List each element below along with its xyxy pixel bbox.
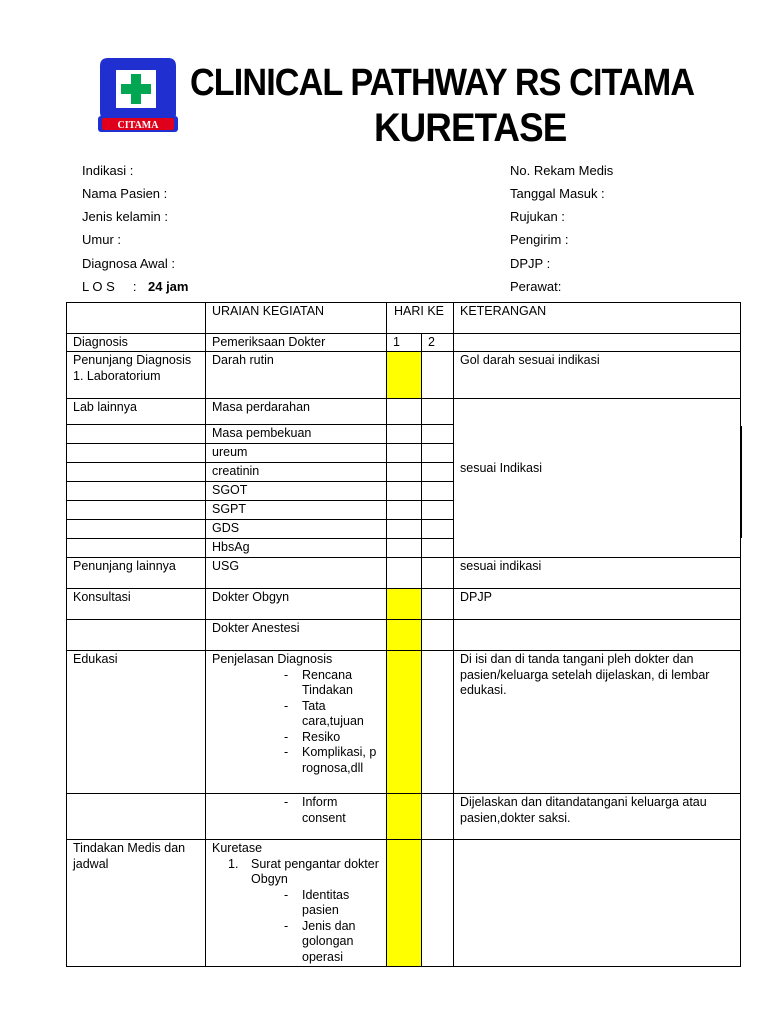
- row-note: sesuai indikasi: [454, 558, 741, 589]
- jenis-kelamin-label: Jenis kelamin :: [82, 209, 168, 224]
- day-1-check-cell[interactable]: [387, 794, 422, 840]
- day-1-check-cell[interactable]: [387, 444, 422, 463]
- row-category: [67, 425, 206, 444]
- row-category: Penunjang lainnya: [67, 558, 206, 589]
- indikasi-label: Indikasi :: [82, 163, 134, 178]
- day-1-check-cell[interactable]: [387, 425, 422, 444]
- los-label: L O S :: [82, 279, 137, 294]
- day-2-label: 2: [422, 334, 454, 352]
- row-category: [67, 620, 206, 651]
- row-activity: SGOT: [206, 482, 387, 501]
- day-2-check-cell[interactable]: [422, 520, 454, 539]
- logo-text: CITAMA: [117, 120, 159, 131]
- table-header-row: [67, 303, 741, 334]
- day-2-check-cell[interactable]: [422, 651, 454, 794]
- row-activity: GDS: [206, 520, 387, 539]
- day-1-check-cell[interactable]: [387, 620, 422, 651]
- day-1-check-cell[interactable]: [387, 589, 422, 620]
- row-note: [454, 840, 741, 967]
- row-activity: SGPT: [206, 501, 387, 520]
- header-keterangan: KETERANGAN: [454, 303, 741, 334]
- row-category: Diagnosis: [67, 334, 206, 352]
- day-2-check-cell[interactable]: [422, 794, 454, 840]
- row-activity: Pemeriksaan Dokter: [206, 334, 387, 352]
- day-1-check-cell[interactable]: [387, 482, 422, 501]
- inform-list: [212, 795, 380, 826]
- row-activity: Dokter Anestesi: [206, 620, 387, 651]
- nama-pasien-label: Nama Pasien :: [82, 186, 168, 201]
- day-2-check-cell[interactable]: [422, 620, 454, 651]
- table-row: [67, 589, 741, 620]
- row-activity: Darah rutin: [206, 352, 387, 399]
- page-subtitle: KURETASE: [374, 106, 567, 150]
- pengirim-label: Pengirim :: [510, 232, 569, 247]
- day-2-check-cell[interactable]: [422, 444, 454, 463]
- day-2-check-cell[interactable]: [422, 482, 454, 501]
- pathway-table: [66, 302, 741, 967]
- table-row: [67, 334, 741, 352]
- table-row: [67, 352, 741, 399]
- tanggal-masuk-label: Tanggal Masuk :: [510, 186, 605, 201]
- table-row: [67, 558, 741, 589]
- row-activity: creatinin: [206, 463, 387, 482]
- row-activity: Masa pembekuan: [206, 425, 387, 444]
- table-row: [67, 399, 741, 425]
- day-1-check-cell[interactable]: [387, 501, 422, 520]
- dpjp-label: DPJP :: [510, 256, 551, 271]
- row-activity: Dokter Obgyn: [206, 589, 387, 620]
- rujukan-label: Rujukan :: [510, 209, 565, 224]
- list-item: - Rencana Tindakan: [278, 668, 380, 699]
- laboratorium-label: 1. Laboratorium: [73, 368, 161, 383]
- row-note: Gol darah sesuai indikasi: [454, 352, 741, 399]
- row-activity: HbsAg: [206, 539, 387, 558]
- day-2-check-cell[interactable]: [422, 558, 454, 589]
- row-category: Edukasi: [67, 651, 206, 794]
- row-category: [67, 352, 206, 399]
- page-title: CLINICAL PATHWAY RS CITAMA: [190, 62, 695, 104]
- day-1-label: 1: [387, 334, 422, 352]
- row-category: [67, 463, 206, 482]
- row-note: [454, 620, 741, 651]
- row-activity: [206, 840, 387, 967]
- citama-logo: [98, 56, 178, 132]
- numbered-item: [212, 857, 380, 888]
- day-1-check-cell[interactable]: [387, 840, 422, 967]
- row-category: Tindakan Medis dan jadwal: [67, 840, 206, 967]
- day-1-check-cell[interactable]: [387, 399, 422, 425]
- tindakan-list: [212, 888, 380, 966]
- row-category: [67, 501, 206, 520]
- day-2-check-cell[interactable]: [422, 425, 454, 444]
- day-1-check-cell[interactable]: [387, 539, 422, 558]
- list-item: - Komplikasi, prognosa,dll: [278, 745, 380, 776]
- row-category: [67, 482, 206, 501]
- table-border-mark: [740, 426, 742, 538]
- lab-note: sesuai Indikasi: [454, 399, 741, 558]
- row-category: [67, 444, 206, 463]
- penjelasan-diagnosis-label: Penjelasan Diagnosis: [212, 652, 333, 666]
- header-uraian: URAIAN KEGIATAN: [206, 303, 387, 334]
- rekam-medis-label: No. Rekam Medis: [510, 163, 614, 178]
- day-2-check-cell[interactable]: [422, 463, 454, 482]
- day-1-check-cell[interactable]: [387, 651, 422, 794]
- row-category: [67, 539, 206, 558]
- row-activity: USG: [206, 558, 387, 589]
- day-2-check-cell[interactable]: [422, 589, 454, 620]
- los-value: 24 jam: [148, 279, 189, 294]
- header-empty-cell: [67, 303, 206, 334]
- day-2-check-cell[interactable]: [422, 501, 454, 520]
- row-note: Di isi dan di tanda tangani pleh dokter dan pasien/keluarga setelah dijelaskan, di lembar edukasi.: [454, 651, 741, 794]
- diagnosa-awal-label: Diagnosa Awal :: [82, 256, 175, 271]
- header-hari: HARI KE: [387, 303, 454, 334]
- edukasi-list: [212, 668, 380, 777]
- row-category: [67, 794, 206, 840]
- row-category: Lab lainnya: [67, 399, 206, 425]
- perawat-label: Perawat:: [510, 279, 562, 294]
- item-text: Surat pengantar dokter Obgyn: [251, 856, 379, 886]
- row-note: [454, 334, 741, 352]
- list-item: - Inform consent: [278, 795, 380, 826]
- day-1-check-cell[interactable]: [387, 558, 422, 589]
- table-row: [67, 840, 741, 967]
- list-item: - Resiko: [278, 730, 380, 746]
- row-activity: [206, 651, 387, 794]
- day-2-check-cell[interactable]: [422, 539, 454, 558]
- row-category: Konsultasi: [67, 589, 206, 620]
- list-item: - Tata cara,tujuan: [278, 699, 380, 730]
- table-row: [67, 620, 741, 651]
- kuretase-label: Kuretase: [212, 841, 263, 855]
- row-note: DPJP: [454, 589, 741, 620]
- day-2-check-cell[interactable]: [422, 352, 454, 399]
- day-1-check-cell[interactable]: [387, 520, 422, 539]
- row-category: [67, 520, 206, 539]
- table-row: [67, 794, 741, 840]
- row-note: Dijelaskan dan ditandatangani keluarga atau pasien,dokter saksi.: [454, 794, 741, 840]
- row-activity: ureum: [206, 444, 387, 463]
- day-1-check-cell[interactable]: [387, 463, 422, 482]
- day-1-check-cell[interactable]: [387, 352, 422, 399]
- penunjang-diagnosis-label: Penunjang Diagnosis: [73, 353, 192, 367]
- list-item: - Jenis dan golongan operasi: [278, 919, 380, 966]
- umur-label: Umur :: [82, 232, 121, 247]
- row-activity: [206, 794, 387, 840]
- row-activity: Masa perdarahan: [206, 399, 387, 425]
- day-2-check-cell[interactable]: [422, 399, 454, 425]
- item-number: 1.: [228, 856, 239, 871]
- day-2-check-cell[interactable]: [422, 840, 454, 967]
- table-row: [67, 651, 741, 794]
- list-item: - Identitas pasien: [278, 888, 380, 919]
